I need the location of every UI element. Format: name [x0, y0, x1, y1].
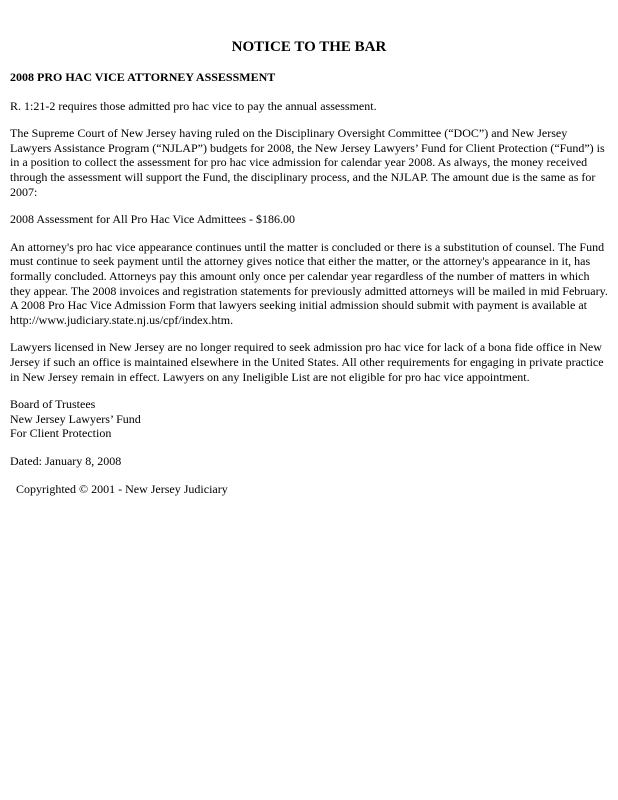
- licensed-lawyers-paragraph: Lawyers licensed in New Jersey are no longer required to seek admission pro hac vice for lack of a bona fide office in New Jersey if such an office is maintained elsewhere in the United States. All other requirements for engaging in private practice in New Jersey remain in effect. Lawyers on any Ineligible List are not eligible for pro hac vice appointment.: [10, 340, 604, 384]
- copyright-notice: Copyrighted © 2001 - New Jersey Judiciary: [16, 482, 228, 496]
- assessment-amount-paragraph: 2008 Assessment for All Pro Hac Vice Admittees - $186.00: [10, 212, 296, 227]
- appearance-paragraph: An attorney's pro hac vice appearance continues until the matter is concluded or there is a substitution of counsel. The Fund must continue to seek payment until the attorney gives notice that either the matter, or the attorney's appearance in it, has formally concluded. Attorneys pay this amount only once per calendar year regardless of the number of matters in which they appear. The 2008 invoices and registration statements for previously admitted attorneys will be mailed in mid February. A 2008 Pro Hac Vice Admission Form that lawyers seeking initial admission should submit with payment is available at http://www.judiciary.state.nj.us/cpf/index.htm.: [10, 239, 608, 327]
- signature-line: Board of Trustees: [10, 397, 96, 412]
- signature-line: For Client Protection: [10, 426, 112, 441]
- rule-reference-paragraph: R. 1:21-2 requires those admitted pro hac vice to pay the annual assessment.: [10, 98, 377, 113]
- notice-subheading: 2008 PRO HAC VICE ATTORNEY ASSESSMENT: [10, 70, 276, 84]
- signature-block: [10, 397, 610, 441]
- dated-line: Dated: January 8, 2008: [10, 453, 122, 468]
- budget-paragraph: The Supreme Court of New Jersey having ruled on the Disciplinary Oversight Committee (“DOC”) and New Jersey Lawyers Assistance Program (“NJLAP”) budgets for 2008, the New Jersey Lawyers’ Fund for Client Protection (“Fund”) is in a position to collect the assessment for pro hac vice admission for calendar year 2008. As always, the money received through the assessment will support the Fund, the disciplinary process, and the NJLAP. The amount due is the same as for 2007:: [10, 126, 605, 199]
- signature-line: New Jersey Lawyers’ Fund: [10, 411, 141, 426]
- notice-body: [10, 70, 610, 481]
- page-title: NOTICE TO THE BAR: [231, 39, 387, 55]
